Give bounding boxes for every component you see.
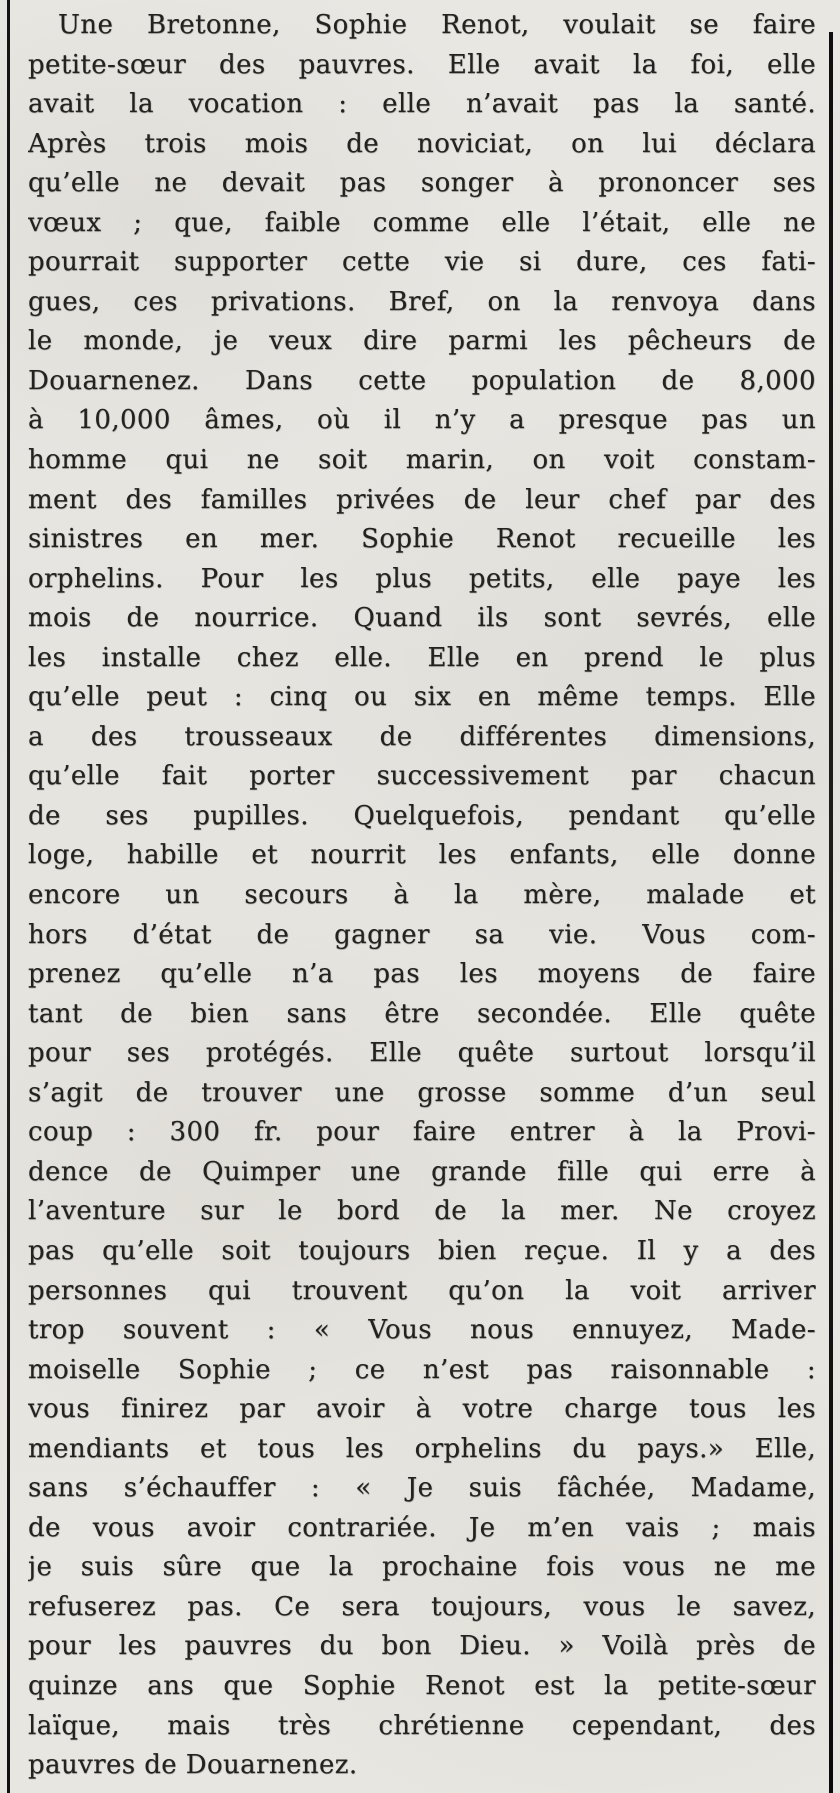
text-line: sinistres en mer. Sophie Renot recueille les xyxy=(28,524,816,555)
text-line: hors d’état de gagner sa vie. Vous com- xyxy=(28,919,816,950)
text-line: qu’elle peut : cinq ou six en même temps. Elle xyxy=(28,682,816,713)
text-line: Une Bretonne, Sophie Renot, voulait se faire xyxy=(58,10,816,40)
text-line: de ses pupilles. Quelquefois, pendant qu’elle xyxy=(28,800,816,831)
text-line: pauvres de Douarnenez. xyxy=(28,1750,358,1781)
text-line: pour ses protégés. Elle quête surtout lorsqu’il xyxy=(28,1038,816,1069)
text-line: les installe chez elle. Elle en prend le plus xyxy=(28,642,816,673)
text-line: à 10,000 âmes, où il n’y a presque pas un xyxy=(28,405,816,436)
text-line: pas qu’elle soit toujours bien reçue. Il y a des xyxy=(28,1235,816,1266)
text-line: s’agit de trouver une grosse somme d’un seul xyxy=(28,1077,816,1108)
text-line: pour les pauvres du bon Dieu. » Voilà près de xyxy=(28,1631,816,1662)
text-line: loge, habille et nourrit les enfants, elle donne xyxy=(28,840,816,871)
text-line: a des trousseaux de différentes dimensions, xyxy=(28,721,816,752)
text-line: mendiants et tous les orphelins du pays.» Elle, xyxy=(28,1433,816,1464)
text-line: sans s’échauffer : « Je suis fâchée, Madame, xyxy=(28,1473,816,1504)
text-line: petite-sœur des pauvres. Elle avait la foi, elle xyxy=(28,49,816,80)
text-line: coup : 300 fr. pour faire entrer à la Provi- xyxy=(28,1117,816,1148)
text-line: homme qui ne soit marin, on voit constam- xyxy=(28,445,816,476)
text-line: trop souvent : « Vous nous ennuyez, Made- xyxy=(28,1315,816,1346)
article-text-column xyxy=(28,6,816,1786)
text-line: refuserez pas. Ce sera toujours, vous le savez, xyxy=(28,1591,816,1622)
text-line: prenez qu’elle n’a pas les moyens de faire xyxy=(28,959,816,990)
text-line: dence de Quimper une grande fille qui erre à xyxy=(28,1156,816,1187)
text-line: vœux ; que, faible comme elle l’était, elle ne xyxy=(28,207,816,238)
text-line: avait la vocation : elle n’avait pas la santé. xyxy=(28,89,816,120)
text-line: qu’elle ne devait pas songer à prononcer ses xyxy=(28,168,816,199)
text-line: je suis sûre que la prochaine fois vous ne me xyxy=(28,1552,816,1583)
text-line: moiselle Sophie ; ce n’est pas raisonnable : xyxy=(28,1354,816,1385)
text-line: Douarnenez. Dans cette population de 8,000 xyxy=(28,365,816,396)
text-line: qu’elle fait porter successivement par chacun xyxy=(28,761,816,792)
text-line: laïque, mais très chrétienne cependant, des xyxy=(28,1710,816,1741)
column-rule-right xyxy=(829,32,833,1793)
text-line: mois de nourrice. Quand ils sont sevrés, elle xyxy=(28,603,816,634)
text-line: de vous avoir contrariée. Je m’en vais ; mais xyxy=(28,1512,816,1543)
text-line: ment des familles privées de leur chef par des xyxy=(28,484,816,515)
text-line: encore un secours à la mère, malade et xyxy=(28,880,816,911)
text-line: orphelins. Pour les plus petits, elle paye les xyxy=(28,563,816,594)
text-line: vous finirez par avoir à votre charge tous les xyxy=(28,1394,816,1425)
column-rule-left xyxy=(7,0,10,1793)
text-line: pourrait supporter cette vie si dure, ces fati- xyxy=(28,247,816,278)
text-line: personnes qui trouvent qu’on la voit arriver xyxy=(28,1275,816,1306)
text-line: le monde, je veux dire parmi les pêcheurs de xyxy=(28,326,816,357)
text-line: l’aventure sur le bord de la mer. Ne croyez xyxy=(28,1196,816,1227)
text-line: Après trois mois de noviciat, on lui déclara xyxy=(28,128,816,159)
text-line: gues, ces privations. Bref, on la renvoya dans xyxy=(28,286,816,317)
text-line: tant de bien sans être secondée. Elle quête xyxy=(28,998,816,1029)
text-line: quinze ans que Sophie Renot est la petite-sœur xyxy=(28,1670,816,1701)
